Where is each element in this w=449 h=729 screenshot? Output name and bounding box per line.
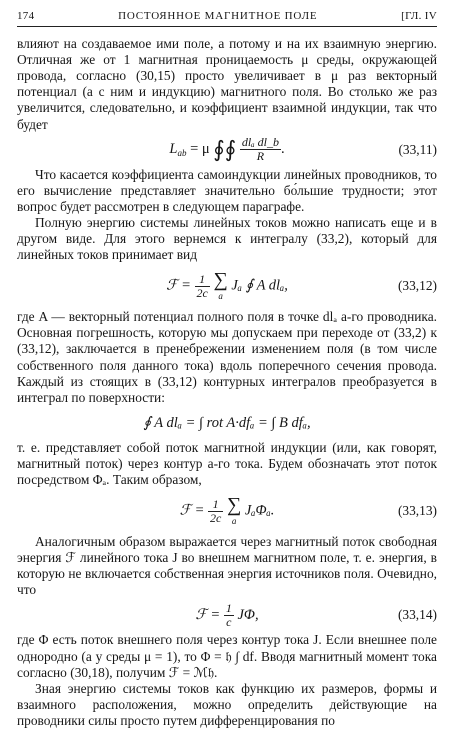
equation-33-11: $L_{ab} = \mu$ ∮∮ $\frac{\text{dlₐ dl\_b}}{R}$ . (33,11) — [169, 135, 437, 164]
paragraph-1: влияют на создаваемое ими поле, а потому и на их взаимную энергию. Отличная же от 1 магнитная проницаемость μ среды, окружающей провода, согласно (30,15) просто увеличивает в μ раз векторный потенциал (а с ним и индукцию) магнитного поля. Во столько же раз увеличится, следовательно, и коэффициент взаимной индукции, так что будет — [17, 36, 437, 132]
running-header — [17, 8, 437, 27]
equation-33-12: ℱ = $\frac{1}{2c}$ ∑ a Jₐ ∮ A dlₐ, (33,12) — [166, 269, 437, 302]
chapter-label: [ГЛ. IV — [401, 10, 437, 22]
paragraph-4: где A — векторный потенциал полного поля в точке dlₐ a-го проводника. Основная погрешность, которую мы допускаем при переходе от (33,2) к (33,12), заключается в пренебрежении изменением поля (в том числе собственного поля данного тока) вдоль поперечного сечения провода. Каждый из стоящих в (33,12) контурных интегралов преобразуется в интеграл по поверхности: — [17, 309, 437, 405]
equation-33-13: ℱ = $\frac{1}{2c}$ ∑ a JₐΦₐ. (33,13) — [179, 494, 437, 527]
paragraph-3: Полную энергию системы линейных токов можно написать еще и в другом виде. Для этого вернемся к интегралу (33,2), который для линейных токов принимает вид — [17, 214, 437, 263]
equation-surface-integral: ∮ A dlₐ = ∫ rot A·dfₐ = ∫ B dfₐ, — [143, 414, 311, 431]
equation-number: (33,12) — [397, 278, 437, 294]
paragraph-7: где Φ есть поток внешнего поля через контур тока J. Если внешнее поле однородно (а у среды μ = 1), то Φ = 𝔥 ∫ df. Вводя магнитный момент тока согласно (30,18), получим ℱ = ℳ𝔥. — [17, 632, 437, 680]
equation-number: (33,13) — [397, 503, 437, 519]
equation-33-14: ℱ = $\frac{1}{c}$ JΦ, (33,14) — [195, 600, 437, 629]
equation-number: (33,14) — [397, 607, 437, 623]
running-title: ПОСТОЯННОЕ МАГНИТНОЕ ПОЛЕ — [118, 10, 318, 22]
paragraph-8: Зная энергию системы токов как функцию их размеров, формы и взаимного расположения, можно определить действующие на проводники силы просто путем дифференцирования по — [17, 680, 437, 728]
page-number: 174 — [17, 10, 35, 22]
paragraph-5: т. е. представляет собой поток магнитной индукции (или, как говорят, магнитный поток) через контур a-го тока. Будем обозначать этот поток посредством Φₐ. Таким образом, — [17, 439, 437, 487]
equation-number: (33,11) — [398, 141, 437, 157]
paragraph-2: Что касается коэффициента самоиндукции линейных проводников, то его вычисление представляет значительно бо́льшие трудности; этот вопрос будет рассмотрен в следующем параграфе. — [17, 166, 437, 214]
paragraph-6: Аналогичным образом выражается через магнитный поток свободная энергия ℱ линейного тока J во внешнем магнитном поле, т. е. энергия, в которую не включается собственная энергия источников поля. Очевидно, что — [17, 534, 437, 598]
